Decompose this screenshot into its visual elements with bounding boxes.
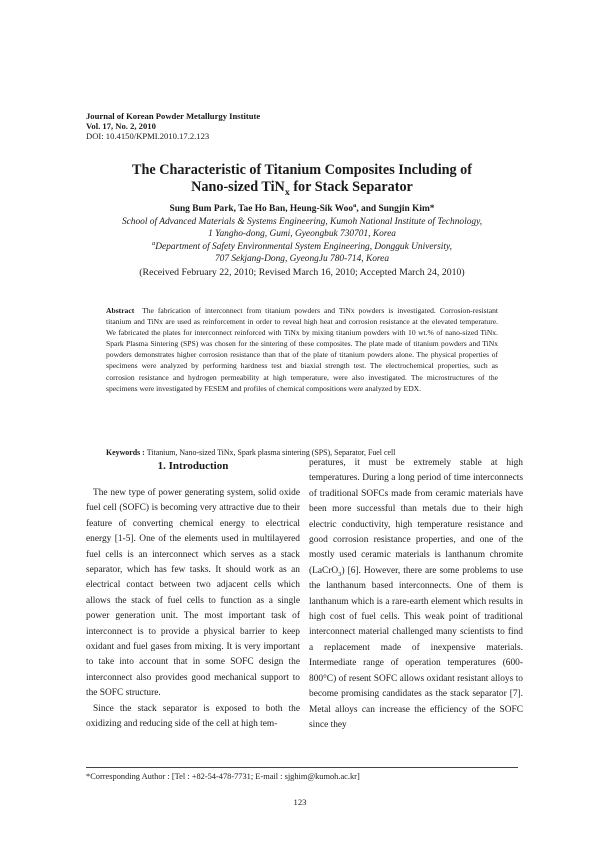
affiliation-1-line-1: School of Advanced Materials & Systems Engineering, Kumoh National Institute of Technology, — [121, 216, 483, 227]
body-paragraph-3 — [309, 456, 523, 733]
affiliation-2-line-2: 707 Sekjang-Dong, GyeongJu 780-714, Korea — [214, 254, 390, 265]
footnote-divider — [86, 767, 518, 768]
journal-header — [86, 111, 260, 142]
abstract — [106, 305, 498, 394]
title-subscript: x — [284, 186, 290, 198]
abstract-text: The fabrication of interconnect from titanium powders and TiNx powders is investigated. Corrosion-resistant titanium and TiNx are used as reinforcement in order to reveal high heat and corrosion resistance at the elevated temperature. We fabricated the plates for interconnect reinforced with TiNx by mixing titanium powders with 10 wt.% of nano-sized TiNx. Spark Plasma Sintering (SPS) was chosen for the sintering of these composites. The plate made of titanium powders and TiNx powders demonstrates higher corrosion resistance than that of the plate of titanium powders alone. The physical properties of specimens were analyzed by performing hardness test and biaxial strength test. The electrochemical properties, such as corrosion resistance and hydrogen permeability at high temperature, were also investigated. The microstructures of the specimens were investigated by FESEM and profiles of chemical compositions were analyzed by EDX. — [106, 306, 498, 393]
affiliation-1-line-2: 1 Yangho-dong, Gumi, Gyeongbuk 730701, Korea — [208, 229, 396, 240]
body-subscript: 3 — [338, 570, 342, 578]
title-line-1: The Characteristic of Titanium Composites Including of — [132, 162, 472, 178]
affiliation-2-line-1 — [86, 241, 518, 254]
affiliation-2-text: Department of Safety Environmental System Engineering, Dongguk University, — [155, 241, 453, 252]
section-heading-introduction: 1. Introduction — [157, 460, 229, 472]
corresponding-author-footnote: *Corresponding Author : [Tel : +82-54-478-7731; E-mail : sjghim@kumoh.ac.kr] — [86, 772, 360, 781]
title-line-2 — [86, 179, 518, 196]
author-affiliation-mark: a — [353, 201, 357, 209]
author-block — [86, 203, 518, 280]
paper-title — [86, 162, 518, 196]
left-column — [86, 456, 300, 733]
title-line-2-end: for Stack Separator — [289, 179, 413, 195]
abstract-label: Abstract — [106, 306, 135, 315]
received-dates: (Received February 22, 2010; Revised March 16, 2010; Accepted March 24, 2010) — [139, 266, 465, 278]
body-paragraph-2: Since the stack separator is exposed to both the oxidizing and reducing side of the cell at high tem- — [86, 703, 300, 730]
right-column — [309, 456, 523, 733]
affiliation-2-mark: a — [151, 239, 156, 247]
keywords-label: Keywords : — [106, 448, 147, 457]
title-line-2-start: Nano-sized TiN — [191, 179, 285, 195]
author-names-a: Sung Bum Park, Tae Ho Ban, Heung-Sik Woo — [169, 204, 354, 214]
page-number: 123 — [293, 797, 307, 807]
journal-doi: DOI: 10.4150/KPMI.2010.17.2.123 — [86, 131, 210, 142]
body-paragraph-3-b: ) [6]. However, there are some problems to use the lanthanum based interconnects. One of them is lanthanum which is a rare-earth element which results in high cost of fuel cells. This weak point of traditional interconnect material challenged many scientists to find a replacement made of inexpensive materials. Intermediate range of operation temperatures (600-800°C) of resent SOFC allows oxidant resistant alloys to become promising candidates as the stack separator [7]. Metal alloys can increase the efficiency of the SOFC since they — [309, 565, 523, 730]
author-names-b: , and Sungjin Kim* — [356, 204, 435, 214]
keywords-text: Titanium, Nano-sized TiNx, Spark plasma sintering (SPS), Separator, Fuel cell — [146, 448, 396, 457]
journal-volume: Vol. 17, No. 2, 2010 — [86, 121, 156, 132]
journal-name: Journal of Korean Powder Metallurgy Institute — [86, 111, 261, 121]
body-paragraph-3-a: peratures, it must be extremely stable at high temperatures. During a long period of time interconnects of traditional SOFCs made from ceramic materials have been more successful than metals due to their high electric conductivity, high temperature resistance and good corrosion resistance properties, and one of the mostly used ceramic materials is lanthanum chromite (LaCrO — [309, 458, 523, 576]
body-paragraph-1: The new type of power generating system, solid oxide fuel cell (SOFC) is becoming very attractive due to their feature of converting chemical energy to electrical energy [1-5]. One of the elements used in multilayered fuel cells is an interconnect which serves as a stack separator, which has few tasks. It should work as an electrical contact between two adjacent cells which allows the stack of fuel cells to function as a single power generation unit. The most important task of interconnect is to provide a physical barrier to keep oxidant and fuel gases from mixing. It is very important to take into account that in some SOFC design the interconnect also provides good mechanical support to the SOFC structure. — [86, 488, 300, 699]
author-names — [86, 203, 518, 216]
